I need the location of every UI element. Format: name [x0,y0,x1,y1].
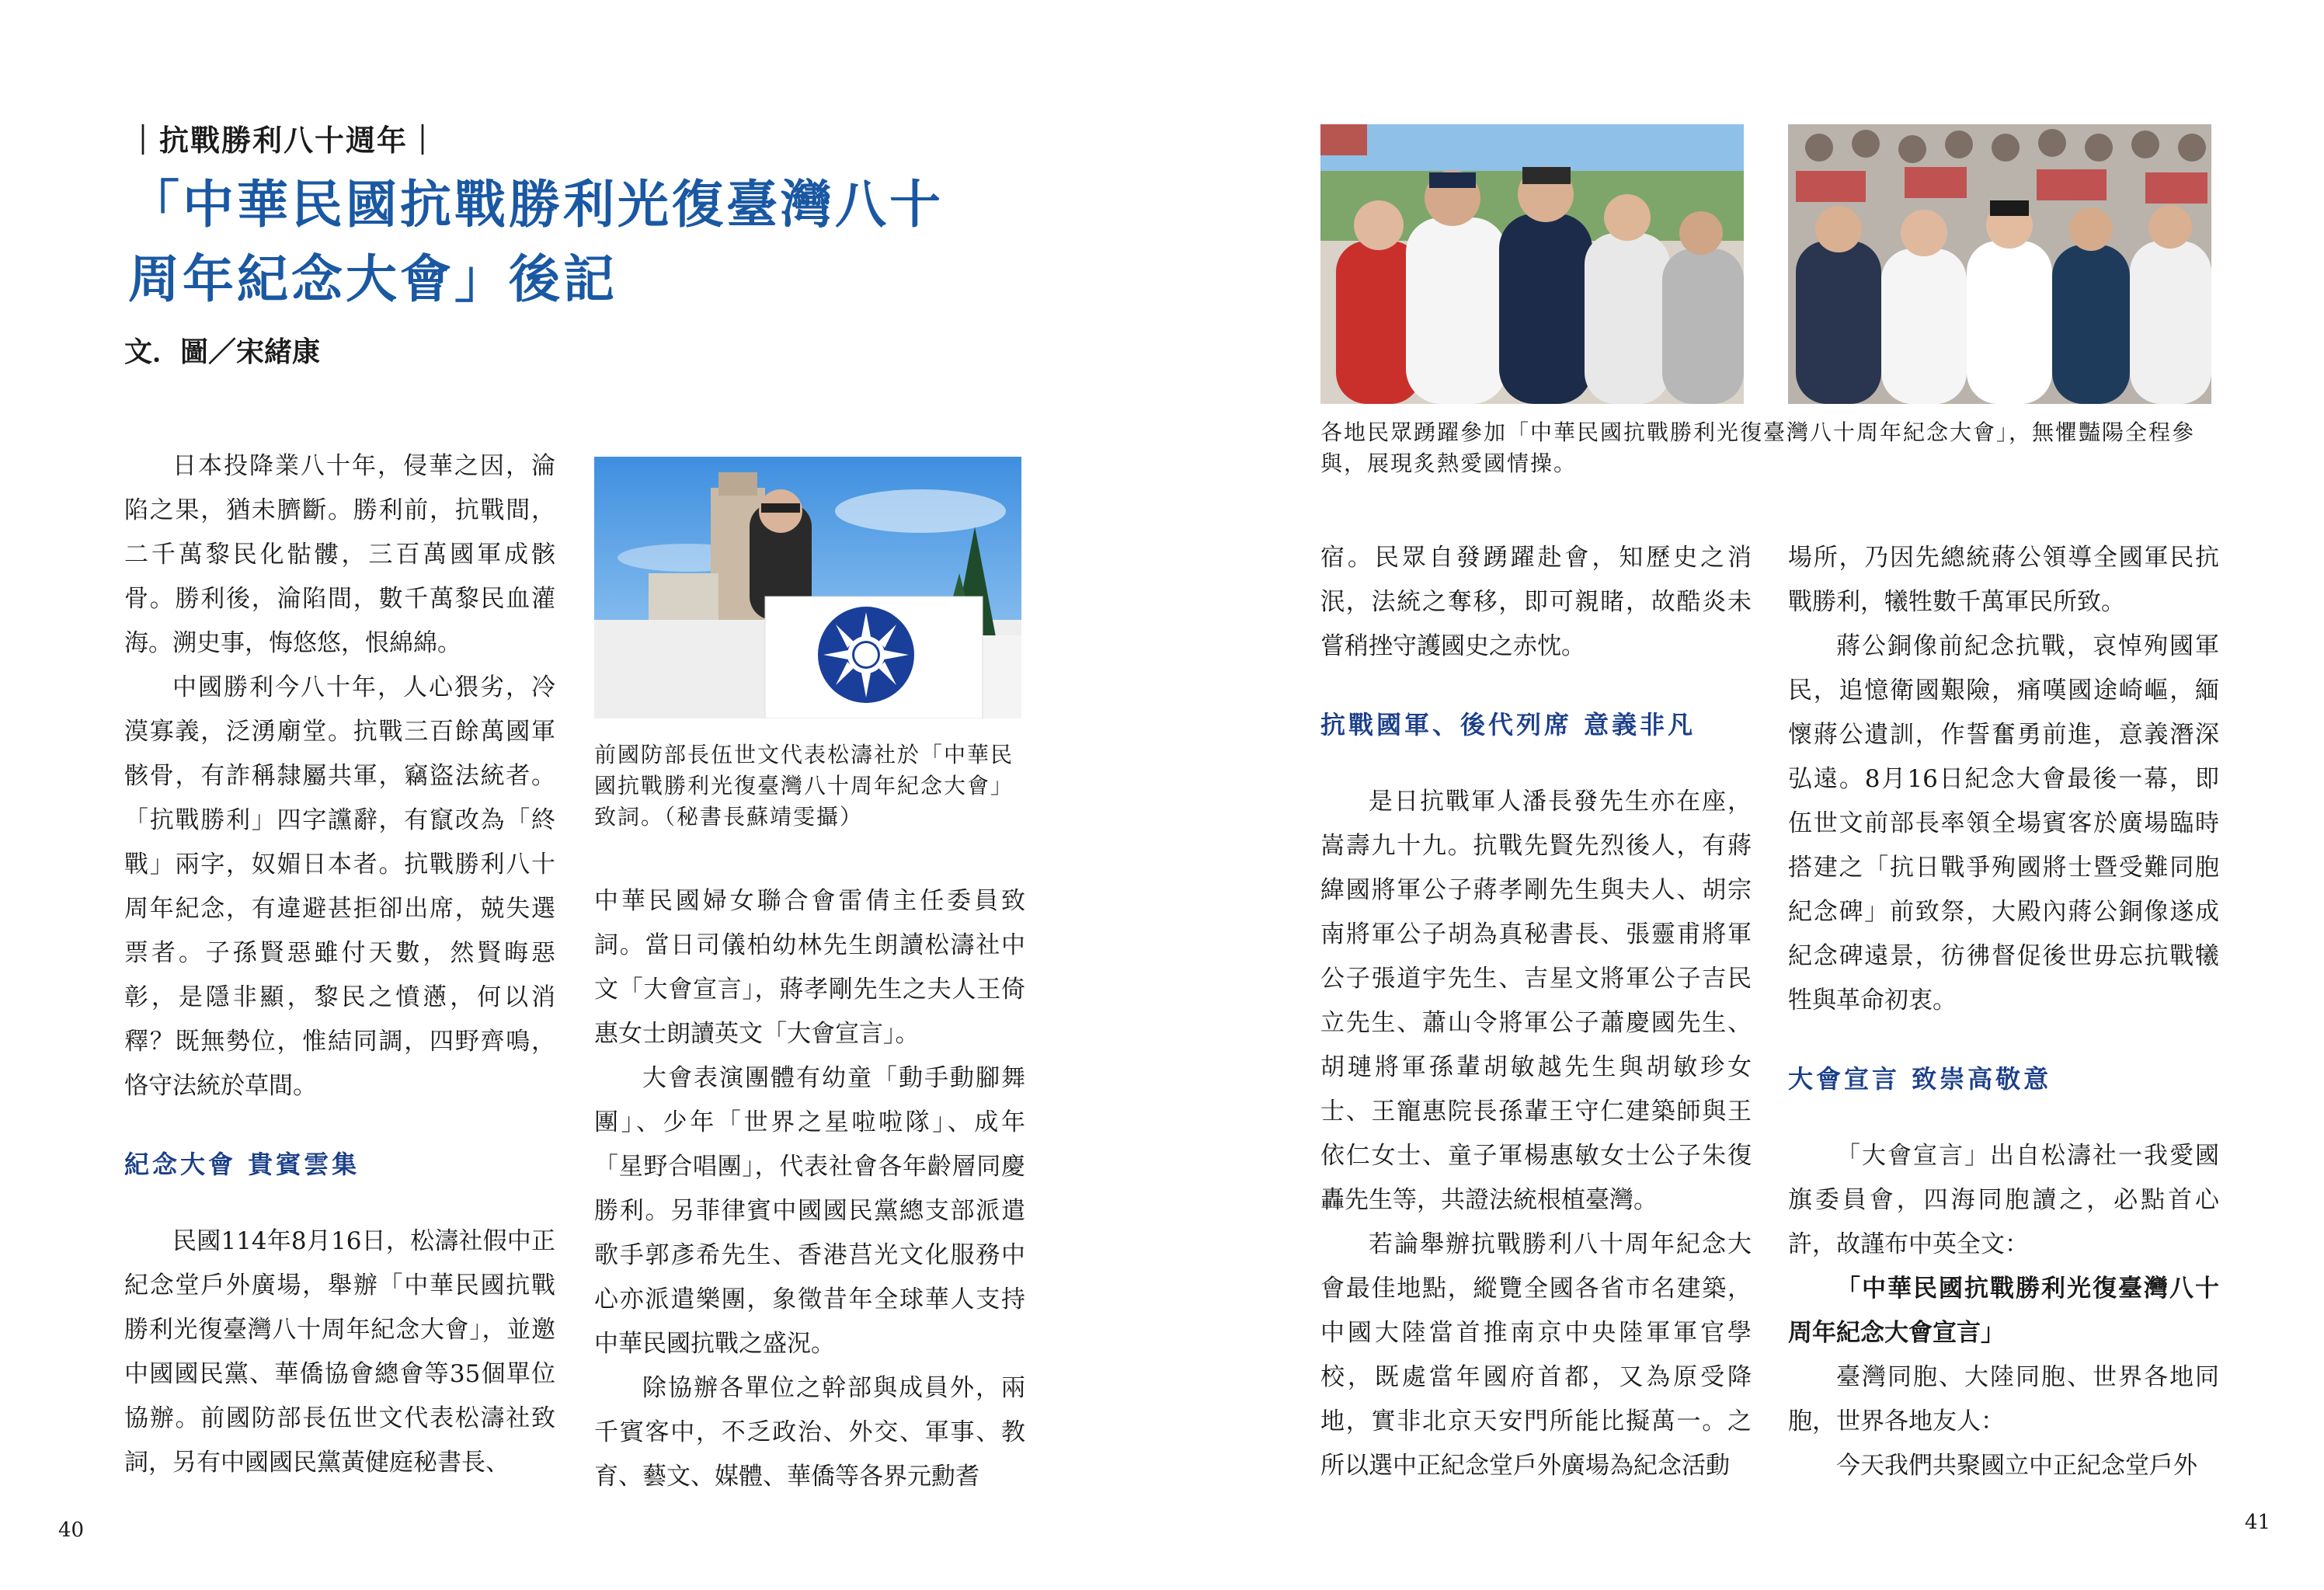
paragraph: 今天我們共聚國立中正紀念堂戶外 [1836,1452,2197,1480]
author-byline: 文．圖／宋緒康 [124,336,321,368]
middle-column [594,879,1025,1499]
section-heading: 大會宣言 致崇高敬意 [1788,1064,2052,1094]
section-heading: 抗戰國軍、後代列席 意義非凡 [1320,710,1696,739]
paragraph: 中華民國婦女聯合會雷倩主任委員致詞。當日司儀柏幼林先生朗讀松濤社中文「大會宣言」，蔣孝剛先生之夫人王倚惠女士朗讀英文「大會宣言」。 [594,887,1025,1048]
page-number-right: 41 [2245,1511,2271,1534]
paragraph: 是日抗戰軍人潘長發先生亦在座，嵩壽九十九。抗戰先賢先烈後人，有蔣緯國將軍公子蔣孝剛先生與夫人、胡宗南將軍公子胡為真秘書長、張靈甫將軍公子張道宇先生、吉星文將軍公子吉民立先生、蕭山令將軍公子蕭慶國先生、胡璉將軍孫輩胡敏越先生與胡敏珍女士、王寵惠院長孫輩王守仁建築師與王依仁女士、童子軍楊惠敏女士公子朱復轟先生等，共證法統根植臺灣。 [1320,788,1752,1214]
right-column-2 [1788,536,2219,1488]
speaker-photo [594,457,1021,718]
paragraph: 日本投降業八十年，侵華之因，淪陷之果，猶未臍斷。勝利前，抗戰間，二千萬黎民化骷髏，三百萬國軍成骸骨。勝利後，淪陷間，數千萬黎民血灌海。溯史事，悔悠悠，恨綿綿。 [124,452,555,657]
title-line-1: 「中華民國抗戰勝利光復臺灣八十 [128,174,944,235]
paragraph: 大會表演團體有幼童「動手動腳舞團」、少年「世界之星啦啦隊」、成年「星野合唱團」，代表社會各年齡層同慶勝利。另菲律賓中國國民黨總支部派遣歌手郭彥希先生、香港莒光文化服務中心亦派遣樂團，象徵昔年全球華人支持中華民國抗戰之盛況。 [594,1064,1025,1358]
speaker-photo-caption: 前國防部長伍世文代表松濤社於「中華民國抗戰勝利光復臺灣八十周年紀念大會」致詞。（秘書長蘇靖雯攝） [594,742,1014,830]
right-column-1 [1320,536,1752,1488]
crowd-salute-photo [1320,124,1744,404]
crowd-seated-image [1788,124,2211,404]
paragraph: 民國114年8月16日，松濤社假中正紀念堂戶外廣場，舉辦「中華民國抗戰勝利光復臺灣八十周年紀念大會」，並邀中國國民黨、華僑協會總會等35個單位協辦。前國防部長伍世文代表松濤社致詞，另有中國國民黨黃健庭秘書長、 [124,1227,555,1477]
top-photos-caption: 各地民眾踴躍參加「中華民國抗戰勝利光復臺灣八十周年紀念大會」，無懼豔陽全程參與，展現炙熱愛國情操。 [1320,419,2196,476]
crowd-seated-photo [1788,124,2211,404]
paragraph: 蔣公銅像前紀念抗戰，哀悼殉國軍民，追憶衛國艱險，痛嘆國途崎嶇，緬懷蔣公遺訓，作誓奮勇前進，意義潛深弘遠。8月16日紀念大會最後一幕，即伍世文前部長率領全場賓客於廣場臨時搭建之「抗日戰爭殉國將士暨受難同胞紀念碑」前致祭，大殿內蔣公銅像遂成紀念碑遠景，彷彿督促後世毋忘抗戰犧牲與革命初衷。 [1788,632,2219,1014]
title-line-2: 周年紀念大會」後記 [128,249,618,309]
left-column [124,444,555,1485]
section-heading: 紀念大會 貴賓雲集 [124,1150,360,1179]
article-title [128,167,1060,316]
page-number-left: 40 [58,1519,85,1542]
paragraph: 宿。民眾自發踴躍赴會，知歷史之消泯，法統之奪移，即可親睹，故酷炎未嘗稍挫守護國史之赤忱。 [1320,544,1752,660]
paragraph: 除協辦各單位之幹部與成員外，兩千賓客中，不乏政治、外交、軍事、教育、藝文、媒體、華僑等各界元勳耆 [594,1374,1025,1491]
paragraph: 若論舉辦抗戰勝利八十周年紀念大會最佳地點，縱覽全國各省市名建築，中國大陸當首推南京中央陸軍軍官學校，既處當年國府首都，又為原受降地，實非北京天安門所能比擬萬一。之所以選中正紀念堂戶外廣場為紀念活動 [1320,1230,1752,1480]
series-label: ｜抗戰勝利八十週年｜ [128,123,440,158]
declaration-title: 「中華民國抗戰勝利光復臺灣八十周年紀念大會宣言」 [1788,1275,2219,1347]
paragraph: 「大會宣言」出自松濤社一我愛國旗委員會，四海同胞讀之，必點首心許，故謹布中英全文： [1788,1142,2219,1258]
paragraph: 場所，乃因先總統蔣公領導全國軍民抗戰勝利，犧牲數千萬軍民所致。 [1788,544,2219,616]
crowd-salute-image [1320,124,1744,404]
speaker-photo-image [594,457,1021,718]
paragraph: 中國勝利今八十年，人心猥劣，冷漠寡義，泛湧廟堂。抗戰三百餘萬國軍骸骨，有詐稱隸屬共軍，竊盜法統者。「抗戰勝利」四字讜辭，有竄改為「終戰」兩字，奴媚日本者。抗戰勝利八十周年紀念，有違避甚拒卻出席，兢失選票者。子孫賢惡雖付天數，然賢晦惡彰，是隱非顯，黎民之憤懣，何以消釋？既無勢位，惟結同調，四野齊鳴，恪守法統於草間。 [124,673,555,1100]
paragraph: 臺灣同胞、大陸同胞、世界各地同胞，世界各地友人： [1788,1363,2219,1435]
